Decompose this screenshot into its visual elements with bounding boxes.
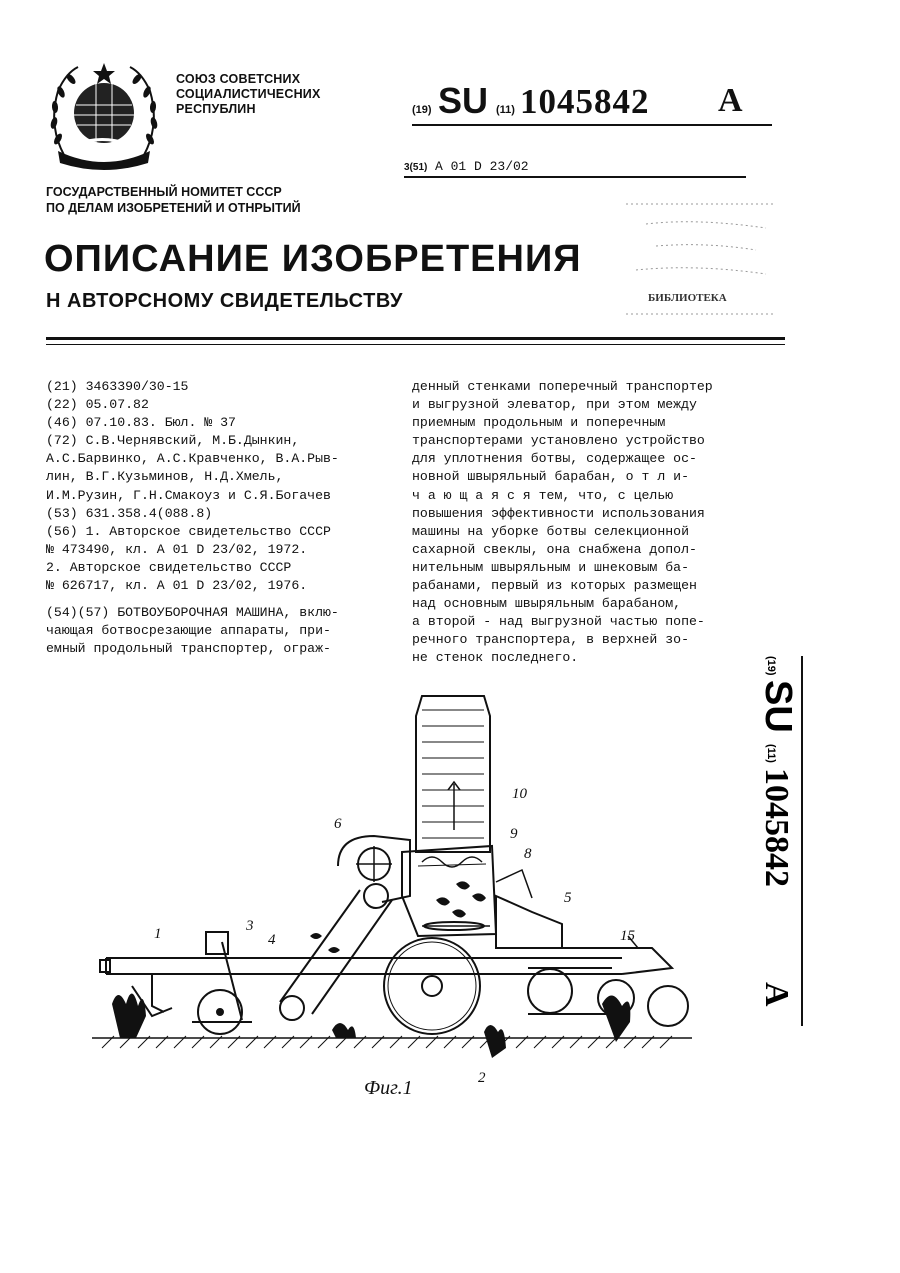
- figure-label: 8: [524, 846, 532, 862]
- machine-drawing: [92, 686, 702, 1106]
- claim-line: чающая ботвосрезающие аппараты, при-: [46, 623, 331, 639]
- figure-label: 2: [478, 1070, 486, 1086]
- biblio-line: 2. Авторское свидетельство СССР: [46, 559, 292, 575]
- stamp-text: БИБЛИОТЕКА: [648, 292, 727, 304]
- biblio-line: (56) 1. Авторское свидетельство СССР: [46, 523, 331, 539]
- claim-line: (54)(57) БОТВОУБОРОЧНАЯ МАШИНА, вклю-: [46, 605, 339, 620]
- inid-code-11: (11): [496, 104, 515, 116]
- header-divider: [46, 337, 785, 345]
- biblio-line: № 626717, кл. А 01 D 23/02, 1976.: [46, 578, 308, 594]
- country-line: РЕСПУБЛИН: [176, 102, 256, 116]
- claim-line: новной швыряльный барабан, о т л и-: [412, 469, 689, 485]
- country-code: SU: [438, 80, 489, 121]
- claim-start: [46, 604, 392, 658]
- figure-label: 10: [512, 786, 527, 802]
- side-kind-code: A: [758, 982, 795, 1007]
- patent-number: 1045842: [520, 82, 650, 121]
- side-patent-number: [754, 656, 810, 1026]
- biblio-line: (72) С.В.Чернявский, М.Б.Дынкин,: [46, 433, 300, 449]
- claim-line: речного транспортера, в верхней зо-: [412, 632, 689, 648]
- claim-line: рабанами, первый из которых размещен: [412, 578, 697, 594]
- claim-line: повышения эффективности использования: [412, 505, 705, 521]
- claim-line: и выгрузной элеватор, при этом между: [412, 397, 697, 413]
- claim-line: машины на уборке ботвы селекционной: [412, 523, 689, 539]
- figure-label: 6: [334, 816, 342, 832]
- claim-line: сахарной свеклы, она снабжена допол-: [412, 541, 697, 557]
- figure-caption: Фиг.1: [364, 1077, 413, 1099]
- figure-label: 9: [510, 826, 518, 842]
- side-code-19: (19): [765, 656, 777, 676]
- side-patent-digits: 1045842: [758, 768, 795, 887]
- side-code-11: (11): [765, 744, 777, 763]
- biblio-line: А.С.Барвинко, А.С.Кравченко, В.А.Рыв-: [46, 451, 339, 467]
- claim-line: приемным продольным и поперечным: [412, 415, 666, 431]
- country-line: СОЮЗ СОВЕТСНИХ: [176, 72, 301, 86]
- ussr-emblem-icon: [44, 55, 164, 175]
- library-stamp-icon: [616, 194, 786, 324]
- country-line: СОЦИАЛИСТИЧЕСНИХ: [176, 87, 321, 101]
- ipc-prefix: 3(51): [404, 162, 428, 173]
- biblio-line: (53) 631.358.4(088.8): [46, 505, 213, 521]
- biblio-line: (21) 3463390/30-15: [46, 379, 189, 394]
- page-title: ОПИСАНИЕ ИЗОБРЕТЕНИЯ: [44, 238, 582, 280]
- committee-name: [46, 184, 301, 216]
- figure-label: 15: [620, 928, 635, 944]
- claim-line: а второй - над выгрузной частью попе-: [412, 614, 705, 630]
- claim-line: для уплотнения ботвы, содержащее ос-: [412, 451, 697, 467]
- claim-line: ч а ю щ а я с я тем, что, с целью: [412, 487, 674, 503]
- committee-line: ПО ДЕЛАМ ИЗОБРЕТЕНИЙ И ОТНРЫТИЙ: [46, 201, 301, 215]
- bibliographic-data: [46, 378, 366, 595]
- country-name: [176, 72, 321, 117]
- biblio-line: лин, В.Г.Кузьминов, Н.Д.Хмель,: [46, 469, 284, 485]
- claim-continued: [412, 378, 764, 668]
- kind-code: A: [718, 82, 743, 119]
- ipc-classification: [404, 158, 746, 178]
- biblio-line: (22) 05.07.82: [46, 397, 149, 413]
- figure-label: 5: [564, 890, 572, 906]
- figure-label: 3: [246, 918, 254, 934]
- claim-line: емный продольный транспортер, ограж-: [46, 641, 331, 657]
- claim-line: над основным швыряльным барабаном,: [412, 596, 682, 612]
- committee-line: ГОСУДАРСТВЕННЫЙ НОМИТЕТ СССР: [46, 185, 282, 199]
- claim-line: транспортерами установлено устройство: [412, 433, 705, 449]
- claim-line: нительным швыряльным и шнековым ба-: [412, 559, 689, 575]
- biblio-line: И.М.Рузин, Г.Н.Смакоуз и С.Я.Богачев: [46, 487, 331, 503]
- page-subtitle: Н АВТОРСНОМУ СВИДЕТЕЛЬСТВУ: [46, 290, 403, 312]
- inid-code-19: (19): [412, 104, 432, 116]
- claim-line: денный стенками поперечный транспортер: [412, 379, 713, 394]
- patent-number-row: [412, 80, 772, 126]
- claim-line: не стенок последнего.: [412, 650, 579, 666]
- figure-label: 1: [154, 926, 162, 942]
- side-country-code: SU: [757, 680, 799, 733]
- figure-1: [92, 686, 702, 1106]
- biblio-line: № 473490, кл. А 01 D 23/02, 1972.: [46, 541, 308, 557]
- biblio-line: (46) 07.10.83. Бюл. № 37: [46, 415, 236, 431]
- ipc-code: A 01 D 23/02: [434, 159, 529, 174]
- figure-label: 4: [268, 932, 276, 948]
